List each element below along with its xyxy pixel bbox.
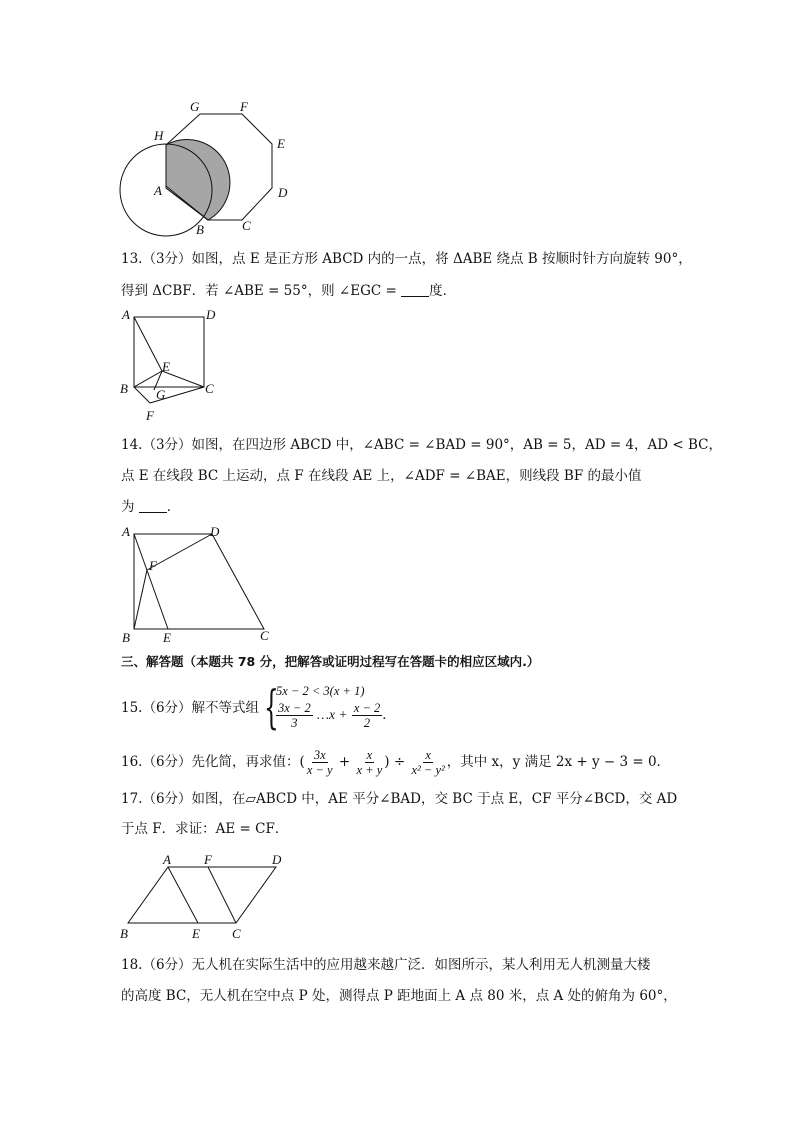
segment-bf bbox=[134, 387, 150, 403]
label-b: B bbox=[120, 926, 128, 941]
answer-blank bbox=[139, 498, 167, 513]
label-d: D bbox=[206, 307, 216, 322]
label-d: D bbox=[278, 185, 288, 200]
octagon-circle-figure bbox=[110, 96, 300, 236]
label-c: C bbox=[205, 381, 214, 396]
q14-line2: 点 E 在线段 BC 上运动，点 F 在线段 AE 上，∠ADF = ∠BAE，则线段 BF 的最小值 bbox=[121, 468, 642, 484]
q13-line1: 13.（3分）如图，点 E 是正方形 ABCD 内的一点，将 ΔABE 绕点 B 按顺时针方向旋转 90°， bbox=[121, 251, 692, 267]
label-b: B bbox=[120, 381, 128, 396]
label-g: G bbox=[156, 387, 166, 402]
q18-line1: 18.（6分）无人机在实际生活中的应用越来越广泛．如图所示，某人利用无人机测量大楼 bbox=[121, 957, 651, 973]
segment-be bbox=[134, 371, 162, 387]
q13-line2 bbox=[121, 281, 456, 301]
label-a: A bbox=[122, 524, 130, 539]
q14-line3-prefix: 为 bbox=[121, 499, 139, 515]
label-d: D bbox=[272, 852, 282, 867]
label-a: A bbox=[163, 852, 171, 867]
segment-bf bbox=[134, 570, 147, 629]
q14-line1: 14.（3分）如图，在四边形 ABCD 中，∠ABC = ∠BAD = 90°，AB = 5，AD = 4，AD < BC， bbox=[121, 437, 722, 453]
section-heading: 三、解答题（本题共 78 分，把解答或证明过程写在答题卡的相应区域内.） bbox=[121, 654, 540, 669]
label-c: C bbox=[232, 926, 241, 941]
q13-line2-prefix: 得到 ΔCBF．若 ∠ABE = 55°，则 ∠EGC = bbox=[121, 283, 402, 299]
label-c: C bbox=[242, 218, 251, 233]
quadrilateral-figure bbox=[110, 522, 280, 647]
label-c: C bbox=[260, 628, 269, 643]
quadrilateral-abcd bbox=[134, 534, 264, 629]
square-rotation-figure bbox=[112, 305, 222, 425]
q16-line: 16.（6分）先化简，再求值：( $\frac{3x}{x - y}$ + $\frac{x}{x + y}$ ) ÷ $\frac{x}{\text{x² − y²}}$ ，其中 x，y 满足 2x + y − 3 = 0． bbox=[121, 748, 671, 777]
label-f: F bbox=[146, 408, 154, 423]
label-e: E bbox=[277, 136, 285, 151]
label-a: A bbox=[122, 307, 130, 322]
q15-row2: $\frac{3x - 2}{3}$ …x + $\frac{x - 2}{2}$ ． bbox=[278, 701, 396, 730]
q18-line2: 的高度 BC，无人机在空中点 P 处，测得点 P 距地面上 A 点 80 米，点 A 处的俯角为 60°， bbox=[121, 988, 677, 1004]
q15-row1: 5x − 2 < 3(x + 1) bbox=[276, 684, 365, 698]
square-abcd bbox=[134, 317, 204, 387]
segment-ae bbox=[134, 317, 162, 371]
q17-line1: 17.（6分）如图，在▱ABCD 中，AE 平分∠BAD，交 BC 于点 E，CF 平分∠BCD，交 AD bbox=[121, 791, 678, 807]
label-e: E bbox=[162, 359, 170, 374]
q14-line3-suffix: ． bbox=[166, 499, 181, 515]
q15-prefix: 15.（6分）解不等式组 bbox=[121, 700, 260, 716]
label-a: A bbox=[154, 183, 162, 198]
label-e: E bbox=[163, 630, 171, 645]
segment-ae bbox=[134, 534, 168, 629]
label-g: G bbox=[190, 99, 200, 114]
parallelogram-figure bbox=[112, 846, 302, 946]
q17-line2: 于点 F．求证：AE = CF． bbox=[121, 821, 289, 837]
label-f: F bbox=[204, 852, 212, 867]
shaded-region bbox=[166, 140, 230, 220]
label-h: H bbox=[154, 128, 164, 143]
parallelogram-abcd bbox=[128, 867, 276, 923]
label-b: B bbox=[122, 630, 130, 645]
segment-fc bbox=[208, 867, 236, 923]
q14-line3 bbox=[121, 497, 180, 517]
label-e: E bbox=[192, 926, 200, 941]
segment-ae bbox=[168, 867, 198, 923]
label-f: F bbox=[149, 558, 157, 573]
answer-blank bbox=[401, 282, 429, 297]
q13-line2-suffix: 度． bbox=[429, 283, 457, 299]
system-brace: { bbox=[264, 680, 279, 734]
label-d: D bbox=[210, 524, 220, 539]
label-b: B bbox=[196, 222, 204, 237]
label-f: F bbox=[240, 99, 248, 114]
